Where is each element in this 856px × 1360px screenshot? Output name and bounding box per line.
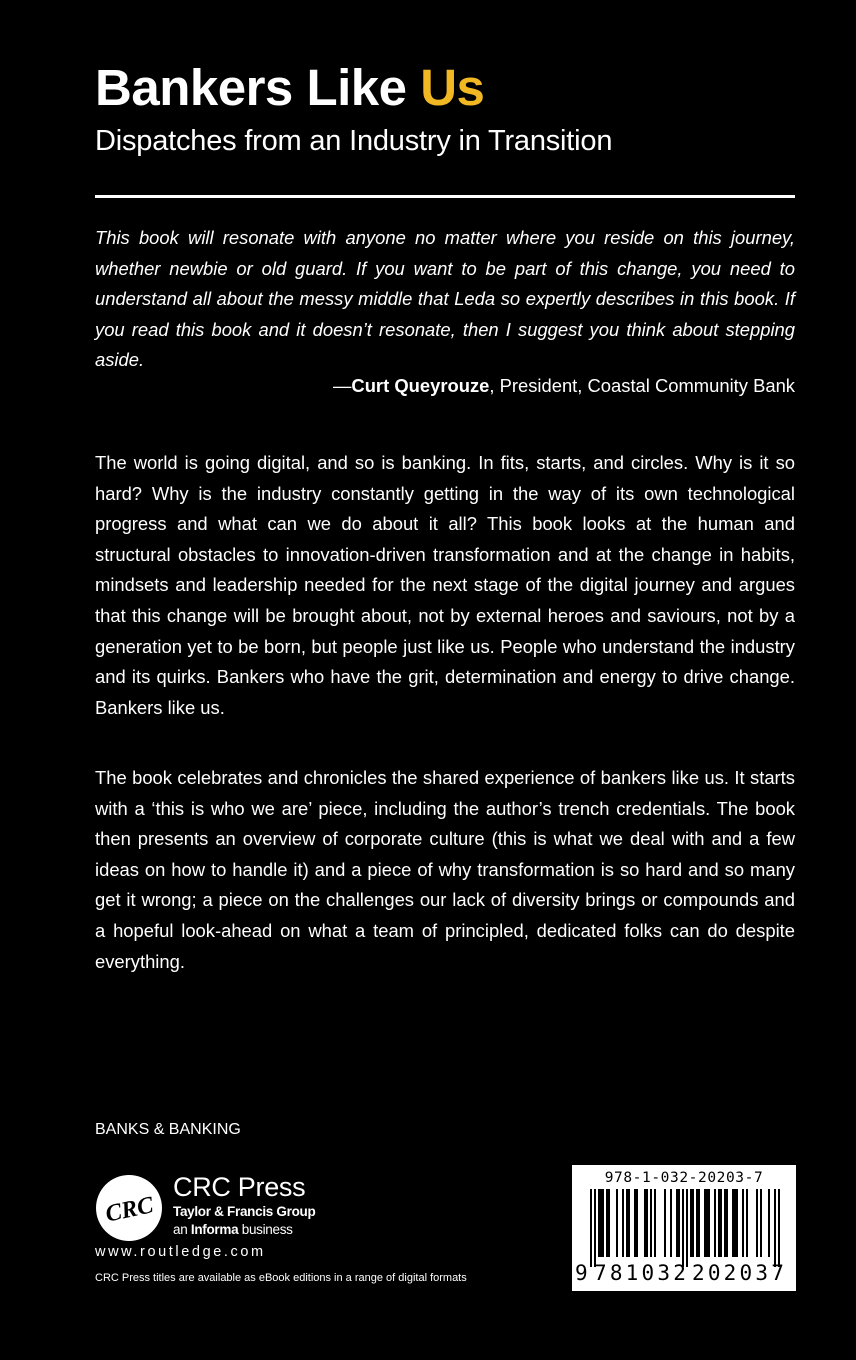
endorser-role: , President, Coastal Community Bank [489, 375, 795, 396]
publisher-parent-bold: Informa [190, 1222, 239, 1237]
description-paragraph-2: The book celebrates and chronicles the shared experience of bankers like us. It starts with a ‘this is who we are’ piece, including the author’s trench credentials. The book then presents an overview of corporate culture (this is what we deal with and a few ideas on how to handle it) and a piece of why transformation is so hard and so many get it wrong; a piece on the challenges our lack of diversity brings or compounds and a hopeful look-ahead on what a team of principled, dedicated folks can do despite everything. [95, 767, 795, 972]
barcode-bar [742, 1189, 744, 1257]
barcode-bar [732, 1189, 734, 1257]
isbn-number: 978-1-032-20203-7 [604, 1170, 764, 1186]
barcode-bar [768, 1189, 770, 1257]
publisher-url[interactable]: www.routledge.com [95, 1244, 266, 1260]
barcode-bar [670, 1189, 672, 1257]
barcode-left-digits: 781032 [594, 1261, 690, 1285]
barcode-bar [774, 1189, 776, 1267]
barcode-bar [628, 1189, 630, 1257]
barcode-bar [756, 1189, 758, 1257]
barcode-bar [602, 1189, 604, 1257]
barcode-bar [646, 1189, 648, 1257]
book-subtitle: Dispatches from an Industry in Transition [95, 125, 613, 157]
barcode-bar [634, 1189, 636, 1257]
barcode-bar [692, 1189, 694, 1257]
endorsement-quote: This book will resonate with anyone no matter where you reside on this journey, whether newbie or old guard. If you want to be part of this change, you need to understand all about the messy middle that Leda so expertly describes in this book. If you read this book and it doesn’t resonate, then I suggest you think about stepping aside. [95, 227, 795, 371]
barcode-bar [704, 1189, 706, 1257]
publisher-parent [173, 1221, 315, 1239]
barcode-bar [594, 1189, 596, 1267]
ebook-note: CRC Press titles are available as eBook editions in a range of digital formats [95, 1272, 467, 1284]
description-paragraph-1: The world is going digital, and so is banking. In fits, starts, and circles. Why is it so hard? Why is the industry constantly getting in the way of its own technological progress and what can we do about it all? This book looks at the human and structural obstacles to innovation-driven transformation and at the change in habits, mindsets and leadership needed for the next stage of the digital journey and argues that this change will be brought about, not by external heroes and saviours, not by a generation yet to be born, but people just like us. People who understand the industry and its quirks. Bankers who have the grit, determination and energy to drive change. Bankers like us. [95, 452, 795, 718]
barcode-bar [726, 1189, 728, 1257]
barcode-bar [616, 1189, 618, 1257]
crc-logo-lettering: CRC [103, 1192, 156, 1228]
barcode-bar [720, 1189, 722, 1257]
book-title [95, 58, 484, 118]
publisher-group: Taylor & Francis Group [173, 1204, 316, 1219]
endorser-name: Curt Queyrouze [351, 375, 490, 396]
barcode-bar [696, 1189, 698, 1257]
book-title-accent: Us [420, 59, 485, 116]
barcode-bar [678, 1189, 680, 1257]
barcode-bar [676, 1189, 678, 1257]
barcode-bar [644, 1189, 646, 1257]
barcode-bar [682, 1189, 684, 1267]
barcode-lead-digit: 9 [575, 1261, 588, 1285]
barcode-bar [608, 1189, 610, 1257]
barcode-bar [622, 1189, 624, 1257]
barcode-bar [736, 1189, 738, 1257]
crc-logo-icon [95, 1174, 163, 1242]
barcode-bar [650, 1189, 652, 1257]
subject-category: BANKS & BANKING [95, 1121, 241, 1138]
barcode-bar [734, 1189, 736, 1257]
barcode-bar [690, 1189, 692, 1257]
title-divider [95, 195, 795, 198]
barcode-bar [598, 1189, 600, 1257]
endorsement-attribution [95, 371, 795, 401]
barcode-right-digits: 202037 [692, 1261, 788, 1285]
barcode-bars [572, 1189, 796, 1267]
barcode-bar [590, 1189, 592, 1267]
barcode-bar [718, 1189, 720, 1257]
barcode-bar [698, 1189, 700, 1257]
barcode-bar [654, 1189, 656, 1257]
book-title-main: Bankers Like [95, 59, 421, 116]
barcode-digits [572, 1259, 796, 1287]
publisher-parent-suffix: business [238, 1222, 293, 1237]
barcode-bar [708, 1189, 710, 1257]
barcode-bar [778, 1189, 780, 1267]
barcode-bar [606, 1189, 608, 1257]
isbn-barcode [572, 1165, 796, 1291]
barcode-bar [724, 1189, 726, 1257]
barcode-bar [714, 1189, 716, 1257]
publisher-parent-prefix: an [173, 1222, 191, 1237]
barcode-bar [600, 1189, 602, 1257]
crc-logo [95, 1174, 163, 1242]
barcode-bar [664, 1189, 666, 1257]
barcode-bar [760, 1189, 762, 1257]
barcode-bar [706, 1189, 708, 1257]
publisher-name: CRC Press [173, 1172, 306, 1202]
barcode-bar [746, 1189, 748, 1257]
barcode-bar [636, 1189, 638, 1257]
barcode-bar [626, 1189, 628, 1257]
barcode-bar [686, 1189, 688, 1267]
attribution-dash: — [333, 375, 352, 396]
publisher-block [173, 1171, 315, 1239]
